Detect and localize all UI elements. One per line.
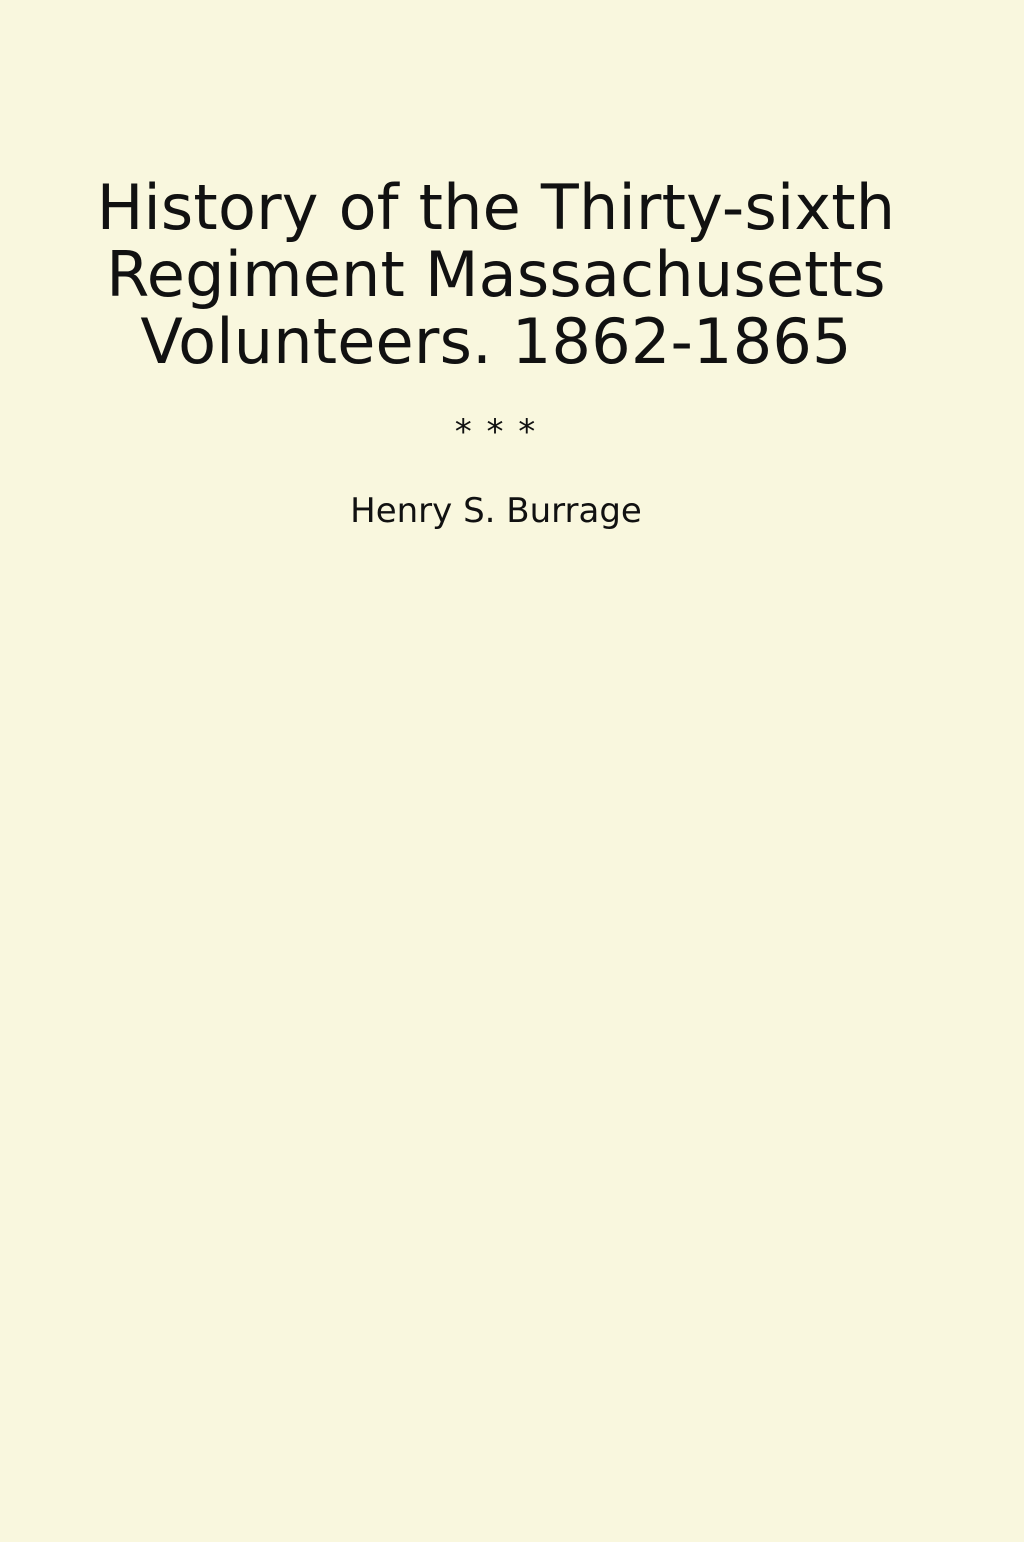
section-ornament: * * * xyxy=(454,412,538,452)
title-line-3: Volunteers. 1862-1865 xyxy=(140,305,852,378)
title-line-1: History of the Thirty-sixth xyxy=(96,171,896,244)
title-line-2: Regiment Massachusetts xyxy=(106,238,886,311)
author-name: Henry S. Burrage xyxy=(350,491,642,531)
book-title xyxy=(0,171,992,378)
